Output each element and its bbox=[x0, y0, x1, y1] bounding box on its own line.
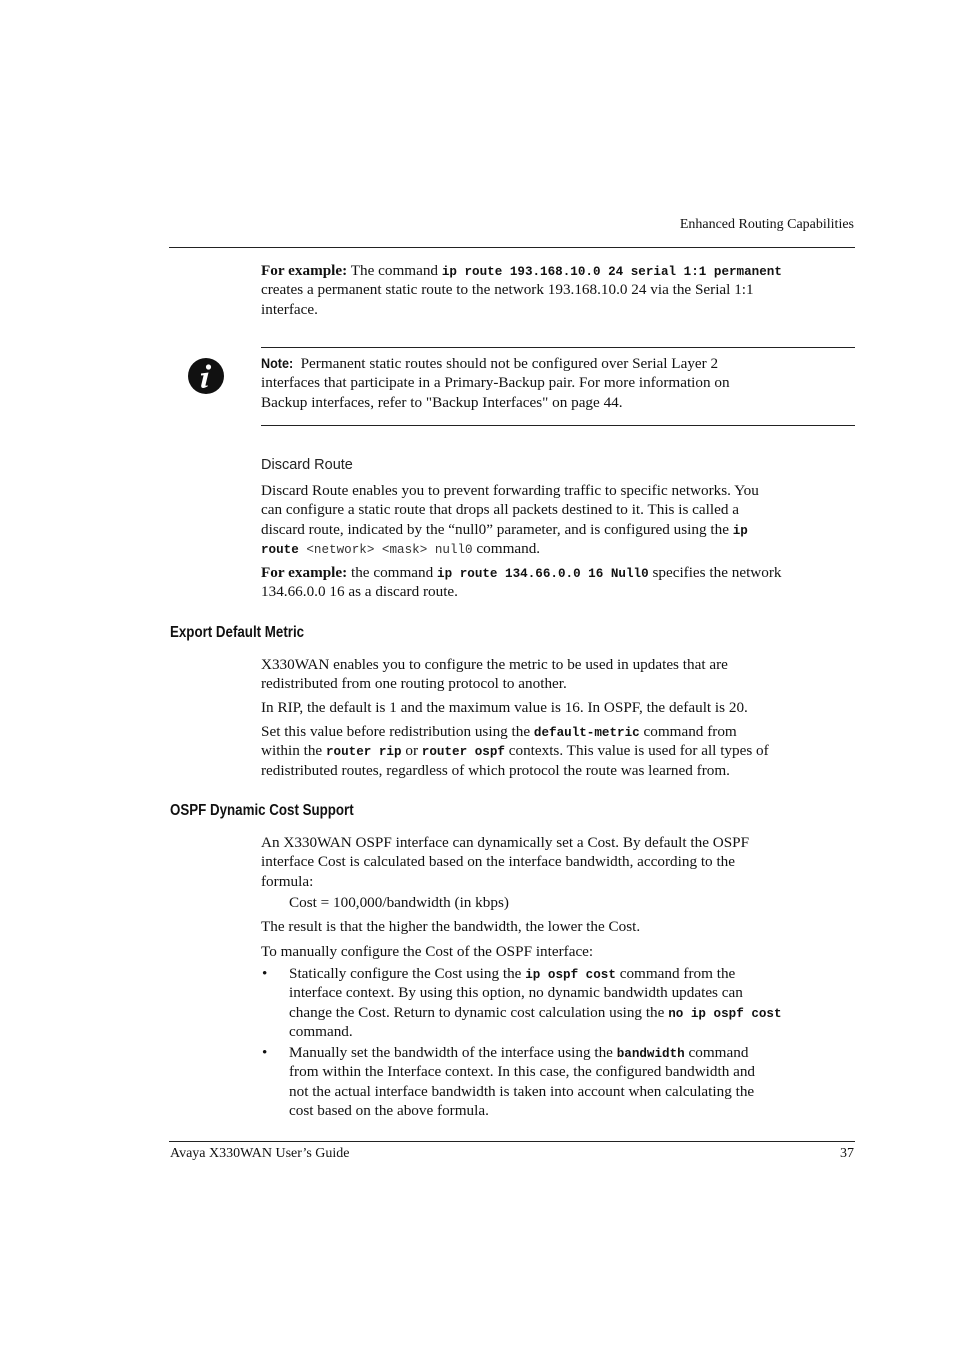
ospf-paragraph-3: To manually configure the Cost of the OSPF interface: bbox=[261, 943, 594, 960]
inline-command: ip route 193.168.10.0 24 serial 1:1 permanent bbox=[441, 265, 782, 279]
footer-rule bbox=[169, 1141, 855, 1142]
note-label: Note: bbox=[261, 355, 294, 371]
ospf-paragraph-2: The result is that the higher the bandwidth, the lower the Cost. bbox=[261, 918, 641, 935]
bullet-marker: • bbox=[262, 1044, 268, 1061]
discard-route-paragraph: Discard Route enables you to prevent forwarding traffic to specific networks. You can configure a static route that drops all packets destined to it. This is called a discard route, indicated by the “null0” parameter, and is configured using the ip route <network> <mask> null0 command. bbox=[261, 482, 759, 558]
list-item: Manually set the bandwidth of the interface using the bandwidth command from within the Interface context. In this case, the configured bandwidth and not the actual interface bandwidth is taken into account when calculating the cost based on the above formula. bbox=[289, 1044, 756, 1120]
ospf-paragraph-1: An X330WAN OSPF interface can dynamically set a Cost. By default the OSPF interface Cost is calculated based on the interface bandwidth, according to the formula: bbox=[261, 834, 750, 890]
cost-formula: Cost = 100,000/bandwidth (in kbps) bbox=[289, 894, 509, 911]
note-bottom-rule bbox=[261, 425, 855, 426]
header-rule bbox=[169, 247, 855, 248]
ospf-dynamic-cost-heading: OSPF Dynamic Cost Support bbox=[170, 802, 354, 819]
running-header: Enhanced Routing Capabilities bbox=[679, 217, 854, 232]
export-paragraph-1: X330WAN enables you to configure the metric to be used in updates that are redistributed from one routing protocol to another. bbox=[261, 656, 728, 693]
export-default-metric-heading: Export Default Metric bbox=[170, 624, 305, 641]
footer-title: Avaya X330WAN User’s Guide bbox=[170, 1146, 350, 1161]
example-lead: For example: bbox=[261, 262, 348, 279]
bullet-marker: • bbox=[262, 965, 268, 982]
discard-route-heading: Discard Route bbox=[261, 457, 353, 473]
page-number: 37 bbox=[840, 1146, 854, 1161]
note-text: Note: Permanent static routes should not be configured over Serial Layer 2 interfaces that participate in a Primary-Backup pair. For more information on Backup interfaces, refer to "Backup Interfaces" on page 44. bbox=[261, 355, 730, 411]
example-paragraph-1: For example: The command ip route 193.168.10.0 24 serial 1:1 permanent creates a permanent static route to the network 193.168.10.0 24 via the Serial 1:1 interface. bbox=[261, 262, 782, 318]
info-icon bbox=[188, 358, 224, 394]
discard-example-paragraph: For example: the command ip route 134.66.0.0 16 Null0 specifies the network 134.66.0.0 16 as a discard route. bbox=[261, 564, 782, 601]
list-item: Statically configure the Cost using the ip ospf cost command from the interface context. By using this option, no dynamic bandwidth updates can change the Cost. Return to dynamic cost calculation using the no ip ospf cost command. bbox=[289, 965, 782, 1041]
note-top-rule bbox=[261, 347, 855, 348]
export-paragraph-2: In RIP, the default is 1 and the maximum value is 16. In OSPF, the default is 20. bbox=[261, 699, 748, 716]
export-paragraph-3: Set this value before redistribution using the default-metric command from within the router rip or router ospf contexts. This value is used for all types of redistributed routes, regardless of which protocol the route was learned from. bbox=[261, 723, 769, 779]
